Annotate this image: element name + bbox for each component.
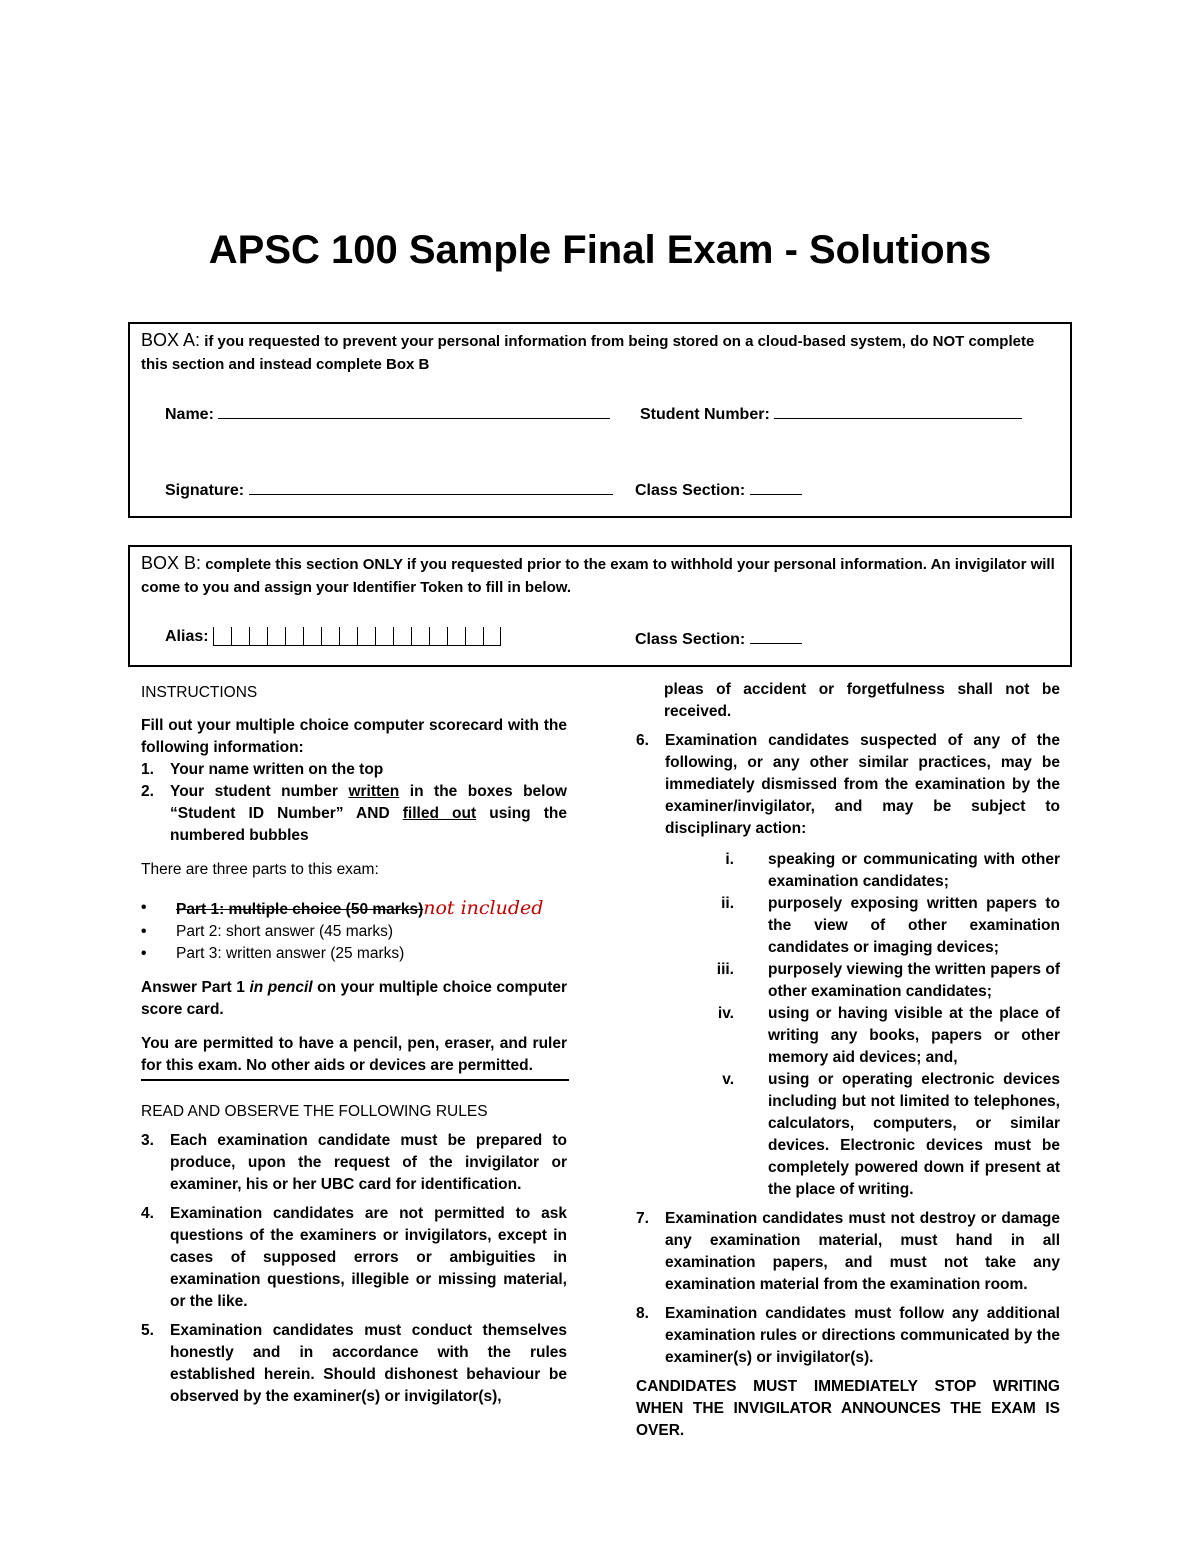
list-item: iv. using or having visible at the place of writing any books, papers or other memory aid devices; and, [717, 1005, 1060, 1066]
page-title: APSC 100 Sample Final Exam - Solutions [208, 228, 992, 272]
box-a [128, 322, 1072, 518]
list-item: • Part 2: short answer (45 marks) [141, 923, 394, 940]
part1-text: Part 1: multiple choice (50 marks) [176, 901, 424, 918]
box-b-text: complete this section ONLY if you requested prior to the exam to withhold your personal information. An invigilator will come to you and assign your Identifier Token to fill in below. [141, 556, 1055, 596]
list-item: i. speaking or communicating with other examination candidates; [725, 851, 1060, 890]
list-item: v. using or operating electronic devices including but not limited to telephones, calculators, computers, or similar devices. Electronic devices must be completely powered down if present at the place of writing. [722, 1071, 1060, 1198]
alias-label: Alias: [165, 628, 209, 645]
name-label: Name: [165, 406, 214, 423]
answer-text: Answer Part 1 in pencil on your multiple choice computer score card. [141, 979, 568, 1018]
student-number-line[interactable] [774, 402, 1022, 419]
box-a-text: if you requested to prevent your personal information from being stored on a cloud-based system, do NOT complete this section and instead complete Box B [141, 333, 1035, 373]
list-item: 1. Your name written on the top [141, 761, 384, 778]
signature-line[interactable] [249, 478, 613, 495]
box-b-label: BOX B: [141, 553, 202, 573]
class-section-b-line[interactable] [750, 627, 802, 644]
box-a-header [141, 329, 1061, 376]
not-included-note: not included [423, 897, 544, 919]
list-item: 2. Your student number written in the boxes below “Student ID Number” AND filled out using the numbered bubbles [141, 783, 568, 844]
box-a-label: BOX A: [141, 330, 201, 350]
divider [141, 1079, 569, 1081]
class-section-b-label: Class Section: [635, 631, 746, 648]
rules-heading: READ AND OBSERVE THE FOLLOWING RULES [141, 1103, 488, 1120]
list-item: 4. Examination candidates are not permitted to ask questions of the examiners or invigilators, except in cases of supposed errors or ambiguities in examination questions, illegible or missing material, or the like. [141, 1205, 567, 1310]
list-item: • Part 1: multiple choice (50 marks)not included [141, 897, 544, 919]
permitted-text: You are permitted to have a pencil, pen, eraser, and ruler for this exam. No other aids or devices are permitted. [141, 1035, 567, 1074]
student-number-label: Student Number: [640, 406, 770, 423]
name-field[interactable] [165, 402, 610, 424]
right-column [636, 679, 1060, 1442]
name-line[interactable] [218, 402, 610, 419]
final-notice: CANDIDATES MUST IMMEDIATELY STOP WRITING WHEN THE INVIGILATOR ANNOUNCES THE EXAM IS OVER. [636, 1378, 1060, 1439]
signature-field[interactable] [165, 478, 613, 500]
instructions-heading: INSTRUCTIONS [141, 684, 258, 701]
alias-cells[interactable] [213, 627, 501, 646]
alias-field[interactable] [165, 627, 501, 646]
fill-out-text: Fill out your multiple choice computer scorecard with the following information: [141, 717, 567, 756]
class-section-a-label: Class Section: [635, 482, 746, 499]
student-number-field[interactable] [640, 402, 1022, 424]
list-item: 7. Examination candidates must not destroy or damage any examination material, must hand in all examination papers, and must not take any examination material from the examination room. [636, 1210, 1060, 1293]
box-b-header [141, 552, 1061, 599]
class-section-b-field[interactable] [635, 627, 802, 649]
class-section-a-field[interactable] [635, 478, 802, 500]
signature-label: Signature: [165, 482, 245, 499]
parts-intro: There are three parts to this exam: [141, 861, 379, 878]
list-item: 8. Examination candidates must follow any additional examination rules or directions communicated by the examiner(s) or invigilator(s). [636, 1305, 1060, 1366]
list-item: 6. Examination candidates suspected of any of the following, or any other similar practices, may be immediately dismissed from the examination by the examiner/invigilator, and may be subject to disciplinary action: [636, 732, 1060, 837]
list-item: 5. Examination candidates must conduct themselves honestly and in accordance with the rules established herein. Should dishonest behaviour be observed by the examiner(s) or invigilator(s), [141, 1322, 567, 1405]
list-item: • Part 3: written answer (25 marks) [141, 945, 405, 962]
list-item: 3. Each examination candidate must be prepared to produce, upon the request of the invigilator or examiner, his or her UBC card for identification. [141, 1132, 567, 1193]
list-item: iii. purposely viewing the written papers of other examination candidates; [716, 961, 1060, 1000]
left-column [141, 682, 567, 1408]
rule5-continued: pleas of accident or forgetfulness shall not be received. [664, 681, 1060, 720]
list-item: ii. purposely exposing written papers to the view of other examination candidates or imaging devices; [721, 895, 1060, 956]
class-section-a-line[interactable] [750, 478, 802, 495]
box-b [128, 545, 1072, 667]
